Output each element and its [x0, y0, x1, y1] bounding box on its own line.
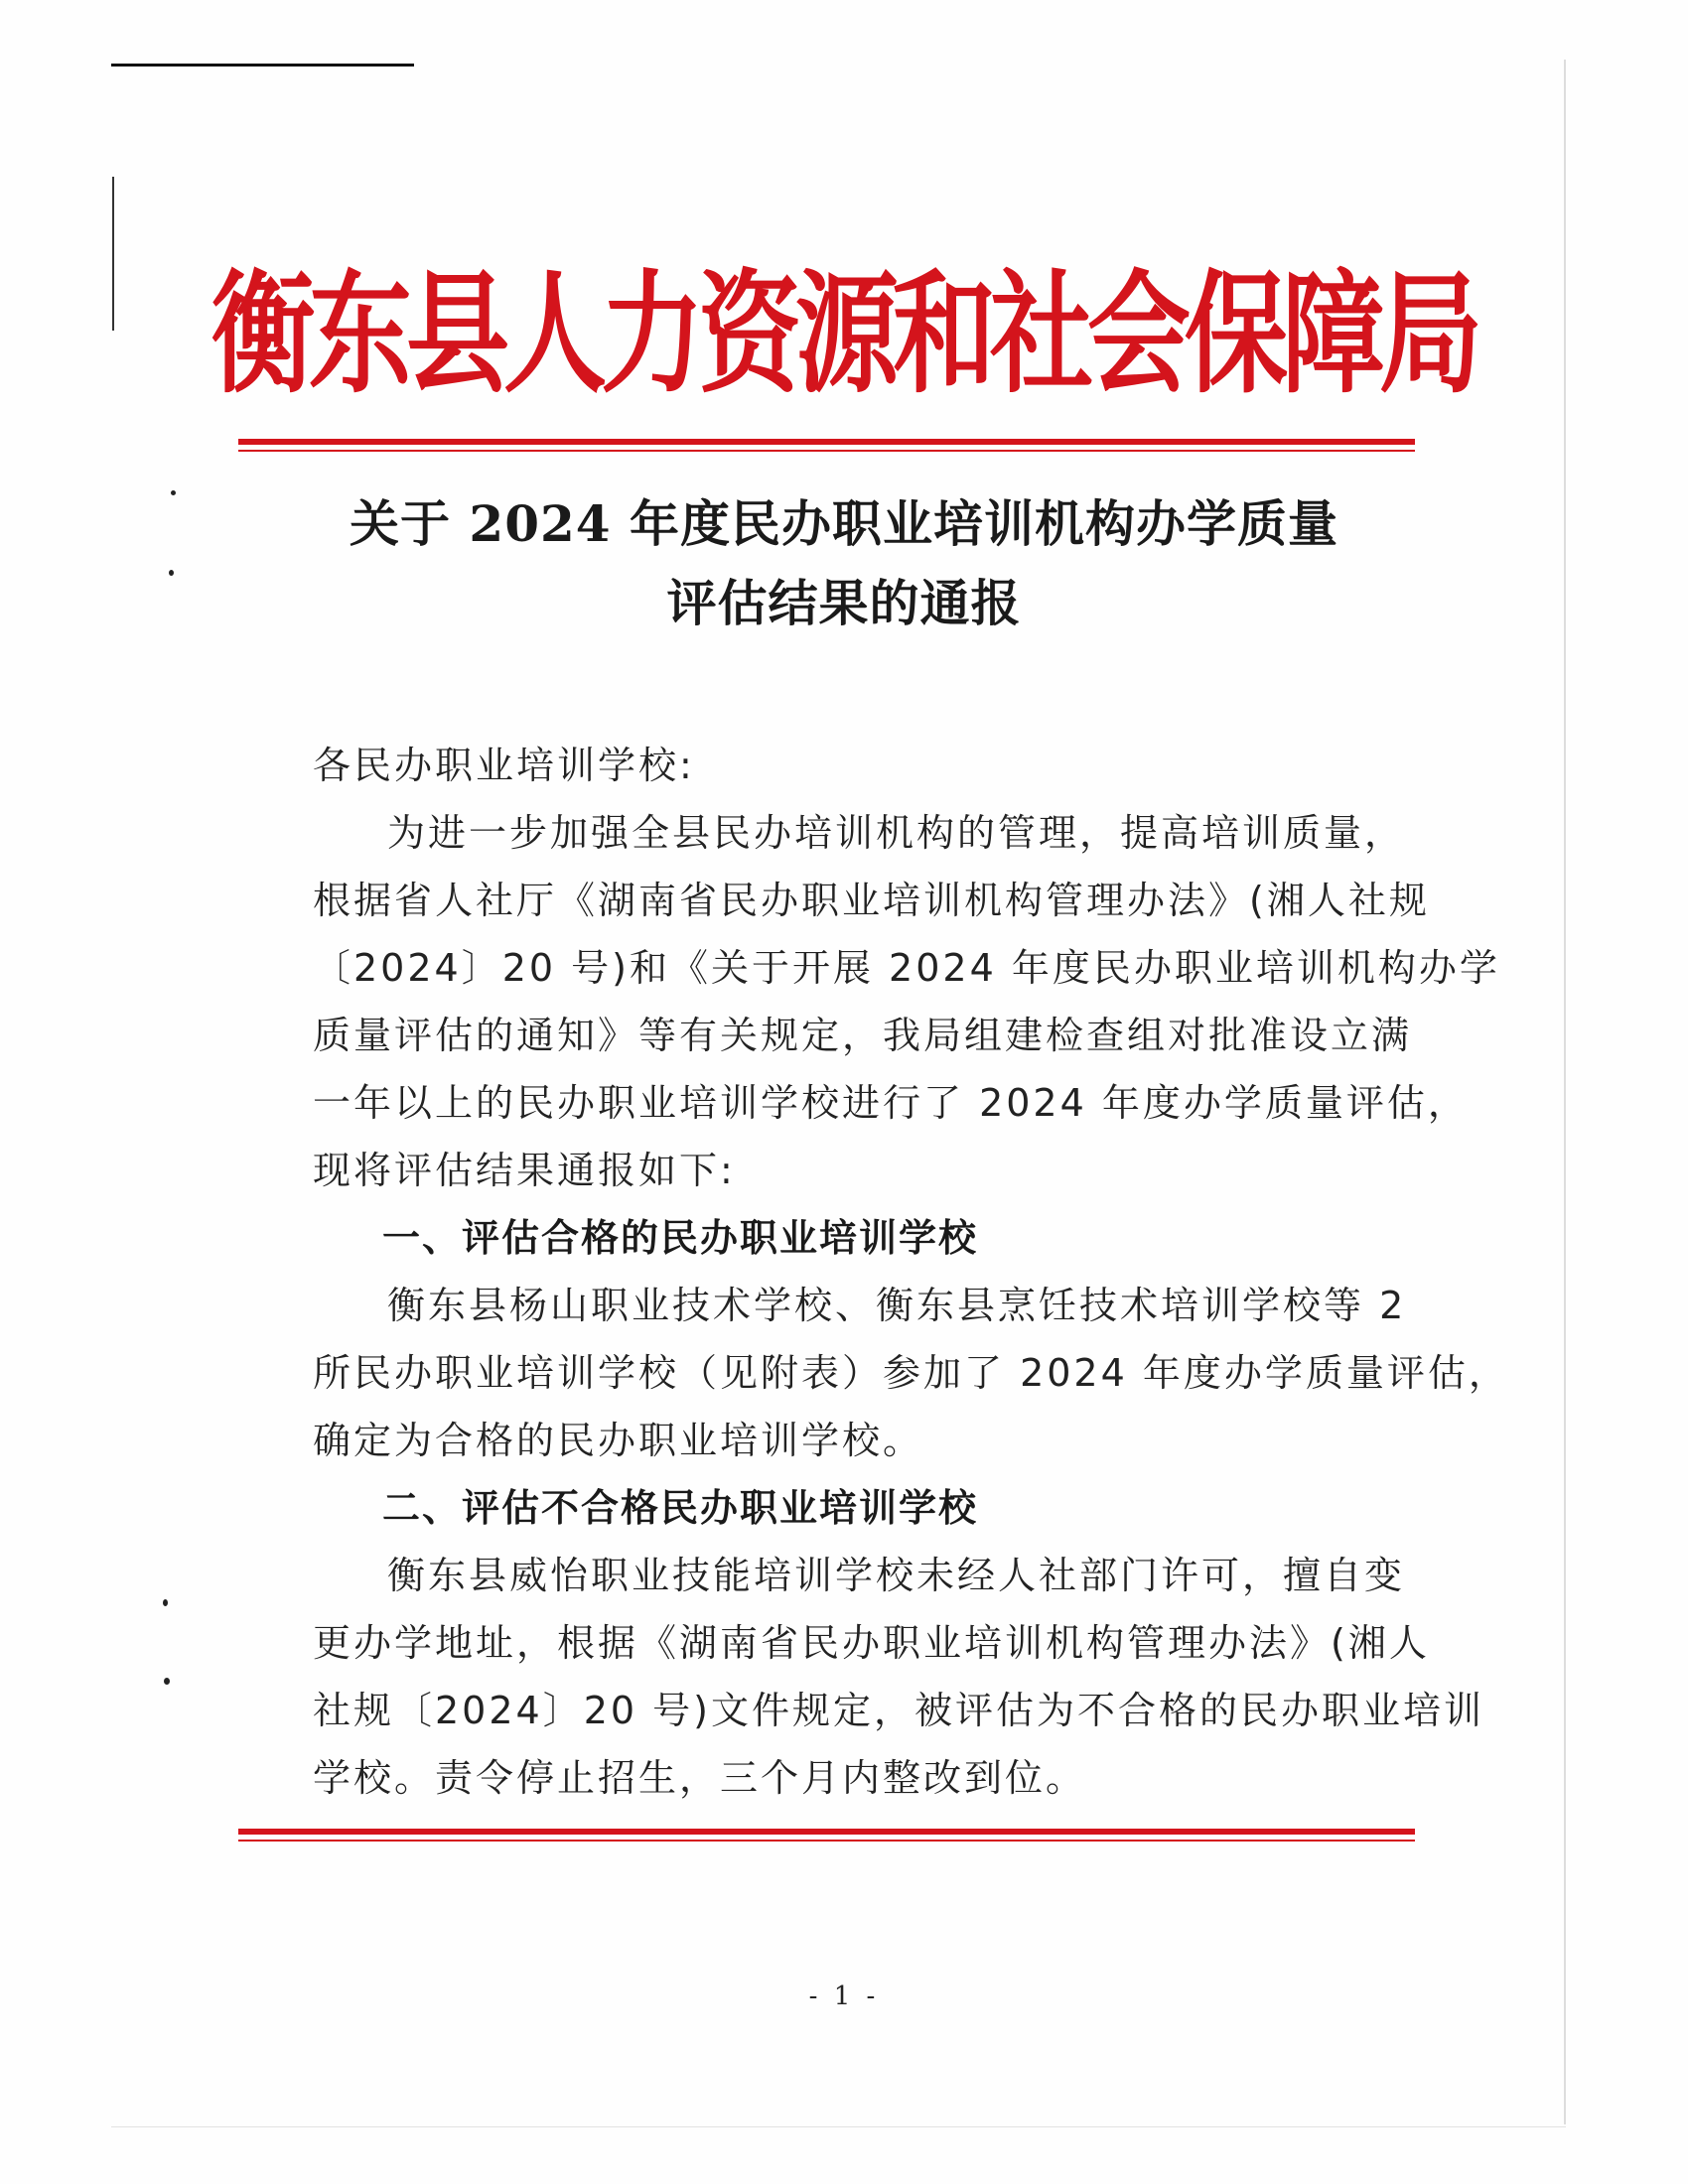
- paragraph-line: 衡东县杨山职业技术学校、衡东县烹饪技术培训学校等 2: [387, 1284, 1407, 1327]
- paragraph-line: 学校。责令停止招生，三个月内整改到位。: [313, 1756, 1087, 1800]
- header-red-rule: [238, 439, 1415, 452]
- section-1-heading: 一、评估合格的民办职业培训学校: [382, 1216, 979, 1260]
- paragraph-line: 社规〔2024〕20 号)文件规定，被评估为不合格的民办职业培训: [313, 1689, 1484, 1732]
- paragraph-line: 更办学地址，根据《湖南省民办职业培训机构管理办法》(湘人: [313, 1621, 1430, 1665]
- paragraph-line: 根据省人社厅《湖南省民办职业培训机构管理办法》(湘人社规: [313, 879, 1430, 922]
- paragraph-line: 衡东县威怡职业技能培训学校未经人社部门许可，擅自变: [387, 1554, 1406, 1597]
- document-title-line-2: 评估结果的通报: [666, 574, 1022, 632]
- paragraph-line: 一年以上的民办职业培训学校进行了 2024 年度办学质量评估，: [313, 1081, 1469, 1125]
- paragraph-line: 所民办职业培训学校（见附表）参加了 2024 年度办学质量评估，: [313, 1351, 1509, 1395]
- document-title-line-1: 关于 2024 年度民办职业培训机构办学质量: [350, 494, 1338, 553]
- salutation: 各民办职业培训学校:: [313, 744, 695, 787]
- paragraph-line: 为进一步加强全县民办培训机构的管理，提高培训质量，: [387, 811, 1406, 855]
- paragraph-line: 质量评估的通知》等有关规定，我局组建检查组对批准设立满: [313, 1014, 1413, 1057]
- scan-edge-bottom: [111, 2126, 1566, 2127]
- agency-header: 衡东县人力资源和社会保障局: [211, 255, 1477, 412]
- binding-hole-mark: [163, 1599, 168, 1606]
- section-2-heading: 二、评估不合格民办职业培训学校: [382, 1486, 979, 1530]
- paragraph-line: 〔2024〕20 号)和《关于开展 2024 年度民办职业培训机构办学: [313, 946, 1500, 990]
- page-number: - 1 -: [808, 1981, 880, 2011]
- binding-hole-mark: [164, 1678, 170, 1685]
- scan-edge-top: [111, 64, 414, 67]
- paragraph-line: 确定为合格的民办职业培训学校。: [313, 1419, 924, 1462]
- footer-red-rule: [238, 1829, 1415, 1842]
- paragraph-line: 现将评估结果通报如下:: [313, 1149, 736, 1192]
